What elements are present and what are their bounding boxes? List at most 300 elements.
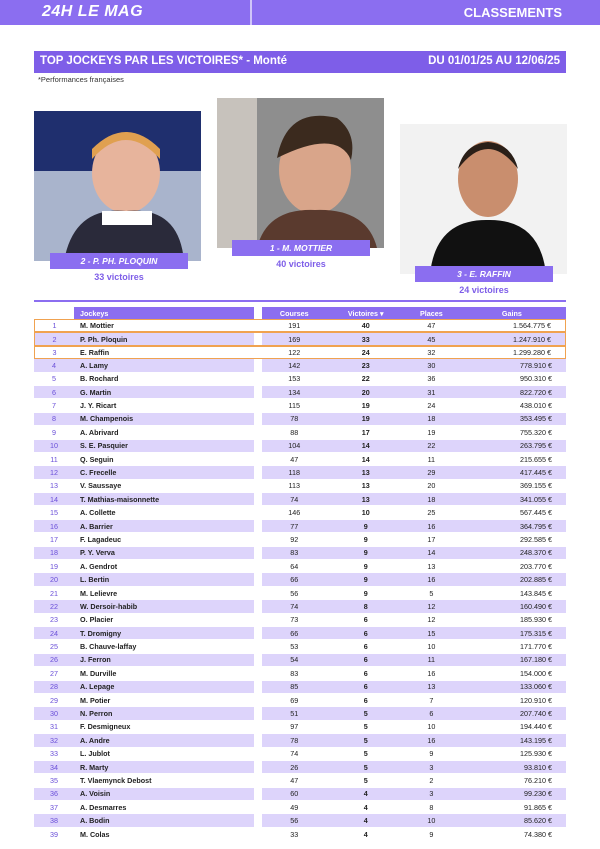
table-row[interactable] (34, 480, 566, 493)
table-row[interactable] (34, 413, 566, 426)
places-cell: 20 (405, 480, 458, 493)
column-gap (254, 332, 262, 345)
column-gap (254, 828, 262, 841)
table-row[interactable] (34, 573, 566, 586)
gains-cell: 207.740 € (458, 707, 566, 720)
gains-cell: 93.810 € (458, 761, 566, 774)
column-header-places[interactable]: Places (405, 307, 458, 319)
places-cell: 11 (405, 654, 458, 667)
jockey-photo-1 (217, 98, 384, 248)
jockey-name-cell: M. Mottier (74, 319, 254, 332)
gains-cell: 950.310 € (458, 373, 566, 386)
rank-cell: 8 (34, 413, 74, 426)
victoires-cell: 5 (327, 707, 405, 720)
courses-cell: 47 (262, 453, 327, 466)
victoires-cell: 19 (327, 399, 405, 412)
victoires-cell: 4 (327, 801, 405, 814)
victoires-cell: 6 (327, 627, 405, 640)
places-cell: 11 (405, 453, 458, 466)
courses-cell: 54 (262, 654, 327, 667)
rank-cell: 1 (34, 319, 74, 332)
places-cell: 32 (405, 346, 458, 359)
column-gap (254, 734, 262, 747)
victoires-cell: 9 (327, 587, 405, 600)
gains-cell: 822.720 € (458, 386, 566, 399)
jockey-name-cell: J. Ferron (74, 654, 254, 667)
gains-cell: 74.380 € (458, 828, 566, 841)
podium-label-2[interactable]: 2 - P. PH. PLOQUIN (50, 253, 188, 269)
places-cell: 12 (405, 614, 458, 627)
table-row[interactable] (34, 761, 566, 774)
rank-header (34, 307, 74, 319)
jockey-name-cell: B. Chauve-laffay (74, 640, 254, 653)
table-row[interactable] (34, 560, 566, 573)
places-cell: 18 (405, 493, 458, 506)
gains-cell: 85.620 € (458, 814, 566, 827)
column-gap (254, 627, 262, 640)
column-gap (254, 748, 262, 761)
places-cell: 2 (405, 774, 458, 787)
jockey-name-cell: W. Dersoir-habib (74, 600, 254, 613)
gains-cell: 203.770 € (458, 560, 566, 573)
courses-cell: 56 (262, 587, 327, 600)
gains-cell: 1.299.280 € (458, 346, 566, 359)
table-row[interactable] (34, 426, 566, 439)
rank-cell: 6 (34, 386, 74, 399)
courses-cell: 153 (262, 373, 327, 386)
courses-cell: 115 (262, 399, 327, 412)
table-row[interactable] (34, 654, 566, 667)
gains-cell: 263.795 € (458, 440, 566, 453)
gains-cell: 160.490 € (458, 600, 566, 613)
rank-cell: 14 (34, 493, 74, 506)
gains-cell: 755.320 € (458, 426, 566, 439)
column-header-gains[interactable]: Gains (458, 307, 566, 319)
courses-cell: 77 (262, 520, 327, 533)
rank-cell: 7 (34, 399, 74, 412)
places-cell: 45 (405, 332, 458, 345)
column-gap (254, 547, 262, 560)
courses-cell: 56 (262, 814, 327, 827)
column-gap (254, 533, 262, 546)
gains-cell: 194.440 € (458, 721, 566, 734)
rank-cell: 24 (34, 627, 74, 640)
courses-cell: 74 (262, 493, 327, 506)
jockey-name-cell: A. Barrier (74, 520, 254, 533)
gains-cell: 341.055 € (458, 493, 566, 506)
courses-cell: 33 (262, 828, 327, 841)
table-row[interactable] (34, 399, 566, 412)
places-cell: 13 (405, 681, 458, 694)
rank-cell: 13 (34, 480, 74, 493)
table-row[interactable] (34, 721, 566, 734)
column-header-victoires[interactable]: Victoires ▾ (327, 307, 405, 319)
jockey-name-cell: A. Abrivard (74, 426, 254, 439)
table-row[interactable] (34, 814, 566, 827)
places-cell: 30 (405, 359, 458, 372)
places-cell: 16 (405, 520, 458, 533)
gains-cell: 778.910 € (458, 359, 566, 372)
jockey-name-cell: L. Jublot (74, 748, 254, 761)
rank-cell: 19 (34, 560, 74, 573)
courses-cell: 78 (262, 413, 327, 426)
rank-cell: 38 (34, 814, 74, 827)
victoires-cell: 6 (327, 614, 405, 627)
table-body (34, 319, 566, 841)
column-gap (254, 506, 262, 519)
table-row[interactable] (34, 600, 566, 613)
rank-cell: 11 (34, 453, 74, 466)
column-gap (254, 359, 262, 372)
gains-cell: 567.445 € (458, 506, 566, 519)
column-gap (254, 426, 262, 439)
jockey-name-cell: M. Champenois (74, 413, 254, 426)
places-cell: 47 (405, 319, 458, 332)
rank-cell: 20 (34, 573, 74, 586)
victoires-cell: 4 (327, 788, 405, 801)
table-row[interactable] (34, 547, 566, 560)
table-header (34, 307, 566, 319)
table-row[interactable] (34, 373, 566, 386)
table-row[interactable] (34, 440, 566, 453)
jockey-name-cell: V. Saussaye (74, 480, 254, 493)
table-row[interactable] (34, 788, 566, 801)
footnote: *Performances françaises (38, 75, 124, 84)
table-row[interactable] (34, 466, 566, 479)
column-gap (254, 667, 262, 680)
rank-cell: 33 (34, 748, 74, 761)
courses-cell: 26 (262, 761, 327, 774)
table-row[interactable] (34, 346, 566, 359)
courses-cell: 64 (262, 560, 327, 573)
victoires-cell: 5 (327, 774, 405, 787)
gains-cell: 438.010 € (458, 399, 566, 412)
jockey-name-cell: J. Y. Ricart (74, 399, 254, 412)
rank-cell: 31 (34, 721, 74, 734)
table-row[interactable] (34, 520, 566, 533)
table-row[interactable] (34, 506, 566, 519)
gains-cell: 167.180 € (458, 654, 566, 667)
gains-cell: 417.445 € (458, 466, 566, 479)
rank-cell: 25 (34, 640, 74, 653)
jockey-name-cell: C. Frecelle (74, 466, 254, 479)
rankings-table (34, 307, 566, 841)
victoires-cell: 20 (327, 386, 405, 399)
courses-cell: 191 (262, 319, 327, 332)
table-row[interactable] (34, 694, 566, 707)
jockey-name-cell: P. Y. Verva (74, 547, 254, 560)
jockey-name-cell: R. Marty (74, 761, 254, 774)
gains-cell: 215.655 € (458, 453, 566, 466)
column-gap (254, 587, 262, 600)
jockey-name-cell: S. E. Pasquier (74, 440, 254, 453)
table-row[interactable] (34, 587, 566, 600)
gains-cell: 248.370 € (458, 547, 566, 560)
rank-cell: 30 (34, 707, 74, 720)
places-cell: 31 (405, 386, 458, 399)
table-row[interactable] (34, 627, 566, 640)
table-row[interactable] (34, 493, 566, 506)
column-gap (254, 440, 262, 453)
column-header-courses[interactable]: Courses (262, 307, 327, 319)
column-gap (254, 466, 262, 479)
table-row[interactable] (34, 774, 566, 787)
places-cell: 6 (405, 707, 458, 720)
victoires-cell: 13 (327, 466, 405, 479)
places-cell: 8 (405, 801, 458, 814)
rank-cell: 22 (34, 600, 74, 613)
victoires-cell: 14 (327, 453, 405, 466)
podium-wins-2: 33 victoires (94, 272, 144, 282)
courses-cell: 53 (262, 640, 327, 653)
jockey-name-cell: M. Potier (74, 694, 254, 707)
places-cell: 10 (405, 721, 458, 734)
courses-cell: 142 (262, 359, 327, 372)
victoires-cell: 9 (327, 547, 405, 560)
victoires-cell: 17 (327, 426, 405, 439)
rank-cell: 27 (34, 667, 74, 680)
places-cell: 17 (405, 533, 458, 546)
column-gap (254, 801, 262, 814)
jockey-name-cell: A. Lamy (74, 359, 254, 372)
victoires-cell: 9 (327, 560, 405, 573)
column-gap (254, 386, 262, 399)
gains-cell: 125.930 € (458, 748, 566, 761)
courses-cell: 74 (262, 600, 327, 613)
jockey-name-cell: B. Rochard (74, 373, 254, 386)
rank-cell: 32 (34, 734, 74, 747)
rank-cell: 3 (34, 346, 74, 359)
table-row[interactable] (34, 667, 566, 680)
jockey-name-cell: A. Collette (74, 506, 254, 519)
rank-cell: 18 (34, 547, 74, 560)
portrait-placeholder-icon (217, 98, 384, 248)
jockey-name-cell: E. Raffin (74, 346, 254, 359)
rank-cell: 35 (34, 774, 74, 787)
victoires-cell: 6 (327, 654, 405, 667)
jockey-name-cell: T. Vlaemynck Debost (74, 774, 254, 787)
courses-cell: 49 (262, 801, 327, 814)
column-gap (254, 346, 262, 359)
courses-cell: 134 (262, 386, 327, 399)
top-bar (0, 0, 600, 25)
column-gap (254, 694, 262, 707)
victoires-cell: 5 (327, 761, 405, 774)
gains-cell: 175.315 € (458, 627, 566, 640)
gains-cell: 1.247.910 € (458, 332, 566, 345)
gains-cell: 143.845 € (458, 587, 566, 600)
gains-cell: 76.210 € (458, 774, 566, 787)
rank-cell: 21 (34, 587, 74, 600)
places-cell: 16 (405, 573, 458, 586)
jockey-name-cell: A. Voisin (74, 788, 254, 801)
jockey-name-cell: M. Colas (74, 828, 254, 841)
table-row[interactable] (34, 640, 566, 653)
jockey-photo-3 (400, 124, 567, 274)
rank-cell: 5 (34, 373, 74, 386)
podium-wins-1: 40 victoires (276, 259, 326, 269)
courses-cell: 66 (262, 627, 327, 640)
jockey-name-cell: G. Martin (74, 386, 254, 399)
table-row[interactable] (34, 533, 566, 546)
rank-cell: 28 (34, 681, 74, 694)
places-cell: 10 (405, 814, 458, 827)
victoires-cell: 9 (327, 533, 405, 546)
table-row[interactable] (34, 734, 566, 747)
column-gap (254, 600, 262, 613)
column-gap (254, 761, 262, 774)
jockey-name-cell: A. Lepage (74, 681, 254, 694)
courses-cell: 97 (262, 721, 327, 734)
victoires-cell: 5 (327, 721, 405, 734)
section-title[interactable]: CLASSEMENTS (463, 5, 562, 20)
jockey-name-cell: Q. Seguin (74, 453, 254, 466)
courses-cell: 113 (262, 480, 327, 493)
jockey-name-cell: A. Gendrot (74, 560, 254, 573)
courses-cell: 83 (262, 667, 327, 680)
column-gap (254, 614, 262, 627)
column-gap (254, 640, 262, 653)
rank-cell: 12 (34, 466, 74, 479)
courses-cell: 69 (262, 694, 327, 707)
courses-cell: 66 (262, 573, 327, 586)
victoires-cell: 6 (327, 667, 405, 680)
column-gap (254, 707, 262, 720)
places-cell: 14 (405, 547, 458, 560)
jockey-name-cell: T. Dromigny (74, 627, 254, 640)
podium-wins-3: 24 victoires (459, 285, 509, 295)
victoires-cell: 6 (327, 681, 405, 694)
table-row[interactable] (34, 801, 566, 814)
ranking-title: TOP JOCKEYS PAR LES VICTOIRES* - Monté (40, 55, 288, 67)
victoires-cell: 40 (327, 319, 405, 332)
victoires-cell: 33 (327, 332, 405, 345)
table-row[interactable] (34, 386, 566, 399)
podium-label-3[interactable]: 3 - E. RAFFIN (415, 266, 553, 282)
rank-cell: 23 (34, 614, 74, 627)
courses-cell: 74 (262, 748, 327, 761)
column-gap (254, 560, 262, 573)
rank-cell: 16 (34, 520, 74, 533)
column-gap (254, 788, 262, 801)
victoires-cell: 5 (327, 734, 405, 747)
places-cell: 29 (405, 466, 458, 479)
victoires-cell: 5 (327, 748, 405, 761)
victoires-cell: 4 (327, 814, 405, 827)
courses-cell: 85 (262, 681, 327, 694)
courses-cell: 169 (262, 332, 327, 345)
jockey-name-cell: M. Durville (74, 667, 254, 680)
courses-cell: 51 (262, 707, 327, 720)
places-cell: 9 (405, 828, 458, 841)
courses-cell: 83 (262, 547, 327, 560)
gains-cell: 91.865 € (458, 801, 566, 814)
column-gap (254, 814, 262, 827)
rank-cell: 2 (34, 332, 74, 345)
places-cell: 16 (405, 734, 458, 747)
column-gap (254, 654, 262, 667)
rank-cell: 39 (34, 828, 74, 841)
places-cell: 9 (405, 748, 458, 761)
table-row[interactable] (34, 453, 566, 466)
victoires-cell: 13 (327, 493, 405, 506)
column-gap (254, 520, 262, 533)
column-gap (254, 413, 262, 426)
podium-label-1[interactable]: 1 - M. MOTTIER (232, 240, 370, 256)
column-gap (254, 480, 262, 493)
table-row[interactable] (34, 707, 566, 720)
column-gap (254, 319, 262, 332)
rank-cell: 29 (34, 694, 74, 707)
places-cell: 5 (405, 587, 458, 600)
victoires-cell: 9 (327, 573, 405, 586)
victoires-cell: 23 (327, 359, 405, 372)
places-cell: 19 (405, 426, 458, 439)
brand-logo[interactable]: 24H LE MAG (42, 3, 144, 20)
places-cell: 15 (405, 627, 458, 640)
portrait-placeholder-icon (34, 111, 201, 261)
places-cell: 3 (405, 788, 458, 801)
courses-cell: 78 (262, 734, 327, 747)
victoires-cell: 8 (327, 600, 405, 613)
places-cell: 3 (405, 761, 458, 774)
places-cell: 24 (405, 399, 458, 412)
table-row[interactable] (34, 681, 566, 694)
gains-cell: 171.770 € (458, 640, 566, 653)
gains-cell: 185.930 € (458, 614, 566, 627)
places-cell: 22 (405, 440, 458, 453)
places-cell: 25 (405, 506, 458, 519)
victoires-cell: 14 (327, 440, 405, 453)
courses-cell: 92 (262, 533, 327, 546)
table-row[interactable] (34, 748, 566, 761)
courses-cell: 122 (262, 346, 327, 359)
courses-cell: 146 (262, 506, 327, 519)
table-row[interactable] (34, 319, 566, 332)
table-row[interactable] (34, 614, 566, 627)
gains-cell: 143.195 € (458, 734, 566, 747)
gains-cell: 364.795 € (458, 520, 566, 533)
jockey-name-cell: A. Andre (74, 734, 254, 747)
courses-cell: 47 (262, 774, 327, 787)
column-gap (254, 573, 262, 586)
jockey-name-cell: F. Lagadeuc (74, 533, 254, 546)
jockey-name-cell: N. Perron (74, 707, 254, 720)
column-gap (254, 399, 262, 412)
rank-cell: 10 (34, 440, 74, 453)
table-row[interactable] (34, 828, 566, 841)
table-row[interactable] (34, 332, 566, 345)
gains-cell: 369.155 € (458, 480, 566, 493)
gains-cell: 1.564.775 € (458, 319, 566, 332)
places-cell: 12 (405, 600, 458, 613)
table-row[interactable] (34, 359, 566, 372)
rank-cell: 34 (34, 761, 74, 774)
jockey-name-cell: A. Desmarres (74, 801, 254, 814)
courses-cell: 73 (262, 614, 327, 627)
rank-cell: 26 (34, 654, 74, 667)
gains-cell: 154.000 € (458, 667, 566, 680)
courses-cell: 104 (262, 440, 327, 453)
places-cell: 7 (405, 694, 458, 707)
column-header-jockeys[interactable]: Jockeys (74, 307, 254, 319)
gains-cell: 202.885 € (458, 573, 566, 586)
victoires-cell: 19 (327, 413, 405, 426)
jockey-name-cell: P. Ph. Ploquin (74, 332, 254, 345)
victoires-cell: 6 (327, 694, 405, 707)
gains-cell: 353.495 € (458, 413, 566, 426)
column-gap (254, 453, 262, 466)
